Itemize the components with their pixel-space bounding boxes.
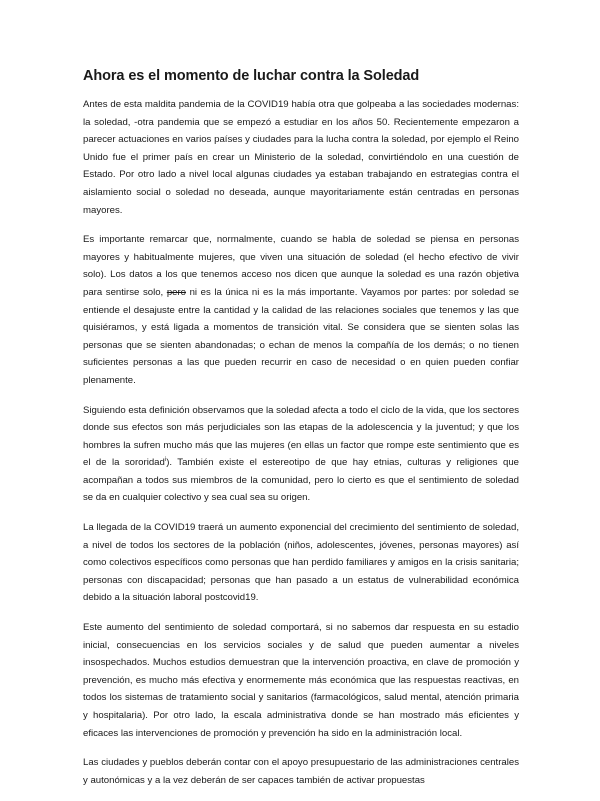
struck-word: pero	[166, 286, 187, 298]
paragraph-2	[83, 231, 519, 389]
paragraph-5: Este aumento del sentimiento de soledad comportará, si no sabemos dar respuesta en su estadio inicial, consecuencias en los servicios sociales y de salud que pueden aumentar a niveles insospechados. Muchos estudios demuestran que la intervención proactiva, en clave de promoción y prevención, es mucho más efectiva y enormemente más económica que las respuestas reactivas, en todos los sistemas de tratamiento social y sanitarios (farmacológicos, salud mental, atención primaria y hospitalaria). Por otro lado, la escala administrativa donde se han mostrado más eficientes y eficaces las intervenciones de promoción y prevención ha sido en la administración local.	[83, 622, 519, 739]
paragraph-2-part-2: ni es la única ni es la más importante. Vayamos por partes: por soledad se entiende el desajuste entre la cantidad y la calidad de las relaciones sociales que tenemos y las que quisiéramos, y está ligada a momentos de transición vital. Se considera que se sienten solas las personas que se sienten abandonadas; o echan de menos la compañía de los demás; o no tienen suficientes personas a las que pueden recurrir en caso de necesidad o en quien pueden confiar plenamente.	[83, 286, 519, 386]
document-title: Ahora es el momento de luchar contra la Soledad	[83, 68, 420, 84]
paragraph-2-part-1: Es importante remarcar que, normalmente, cuando se habla de soledad se piensa en personas mayores y habitualmente mujeres, que viven una situación de soledad (el hecho efectivo de vivir solo). Los datos a los que tenemos acceso nos dicen que aunque la soledad es una razón objetiva para sentirse solo,	[83, 234, 519, 298]
paragraph-3-part-2: ). También existe el estereotipo de que hay etnias, culturas y religiones que acompañan a todos sus miembros de la comunidad, pero lo cierto es que el sentimiento de soledad se da en cualquier colectivo y sea cual sea su origen.	[83, 457, 519, 504]
footnote-ref: i	[164, 457, 167, 464]
paragraph-4: La llegada de la COVID19 traerá un aumento exponencial del crecimiento del sentimiento de soledad, a nivel de todos los sectores de la población (niños, adolescentes, jóvenes, personas mayores) así como colectivos específicos como personas que han perdido familiares y amigos en la crisis sanitaria; personas con discapacidad; personas que han pasado a un estatus de vulnerabilidad económica debido a la situación laboral postcovid19.	[83, 522, 519, 604]
paragraph-3-part-1: Siguiendo esta definición observamos que la soledad afecta a todo el ciclo de la vida, que los sectores donde sus efectos son más perjudiciales son las etapas de la adolescencia y la juventud; y que los hombres la sufren mucho más que las mujeres (en ellas un factor que rompe este sentimiento que es el de la sororidad	[83, 404, 519, 469]
paragraph-3	[83, 402, 519, 508]
paragraph-1: Antes de esta maldita pandemia de la COVID19 había otra que golpeaba a las sociedades modernas: la soledad, -otra pandemia que se empezó a estudiar en los años 50. Recientemente empezaron a parecer actuaciones en varios países y ciudades para la lucha contra la soledad, por ejemplo el Reino Unido fue el primer país en crear un Ministerio de la soledad, convirtiéndolo en una cuestión de Estado. Por otro lado a nivel local algunas ciudades ya estaban trabajando en estrategias contra el aislamiento social o soledad no deseada, aunque mayoritariamente están centradas en personas mayores.	[83, 99, 519, 216]
document-body	[83, 96, 519, 801]
paragraph-6: Las ciudades y pueblos deberán contar con el apoyo presupuestario de las administraciones centrales y autonómicas y a la vez deberán de ser capaces también de activar propuestas	[83, 757, 519, 786]
